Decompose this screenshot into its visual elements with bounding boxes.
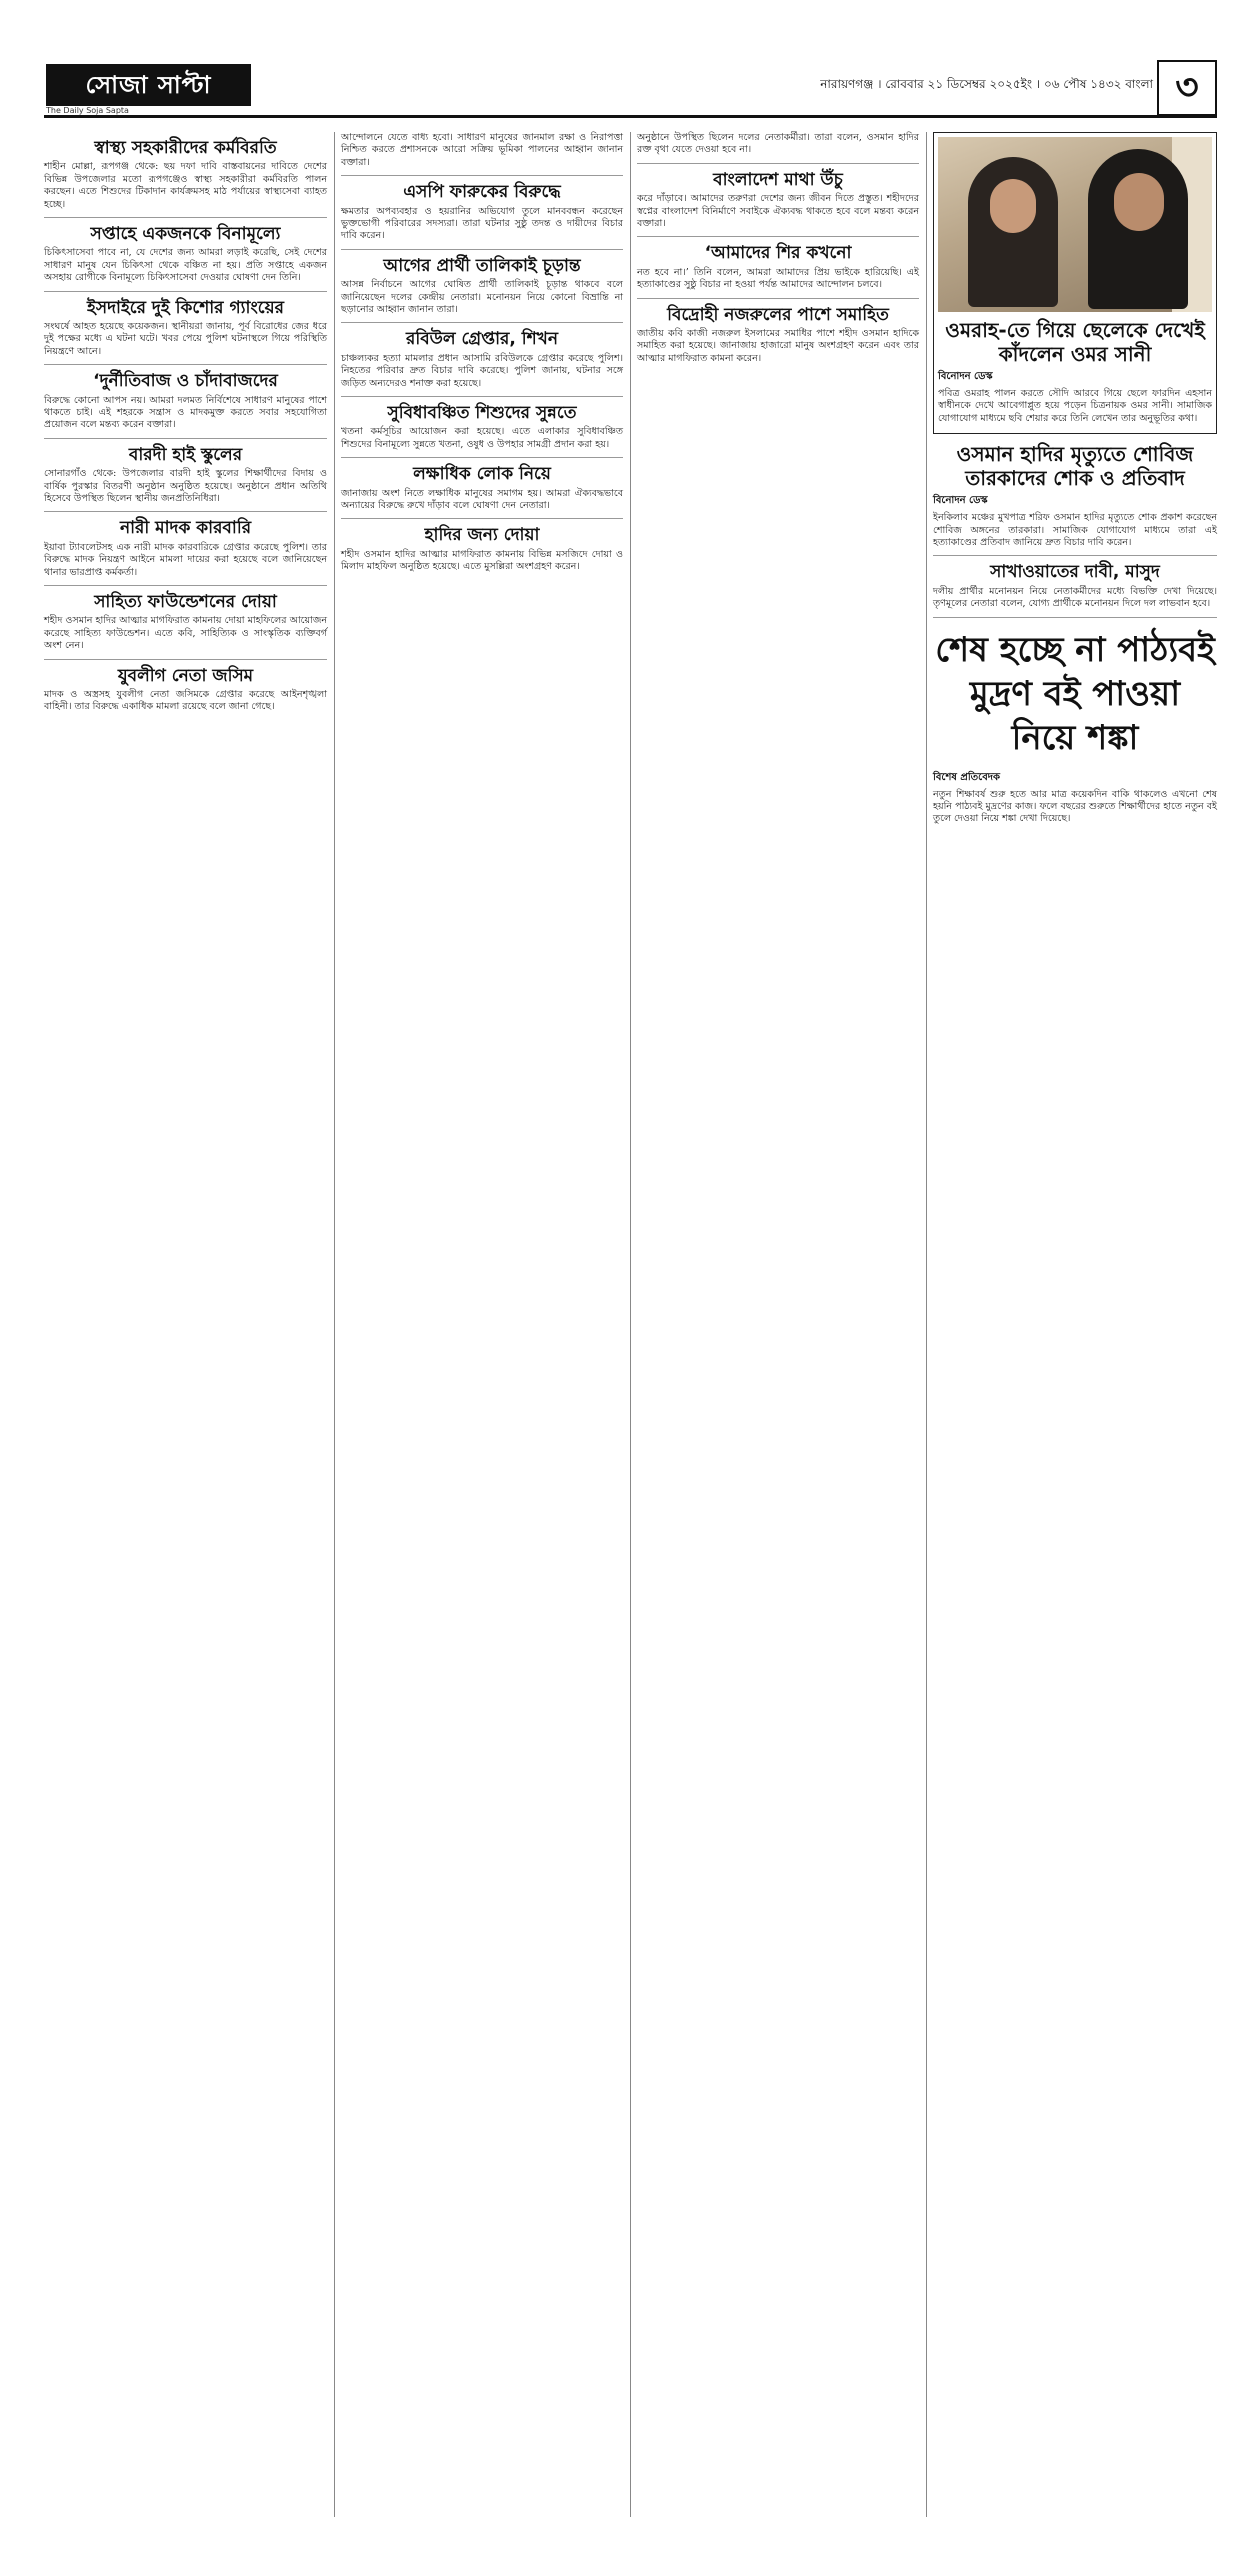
- article: [44, 666, 327, 714]
- headline: স্বাস্থ্য সহকারীদের কর্মবিরতি: [94, 138, 277, 158]
- byline: বিশেষ প্রতিবেদক: [933, 771, 1001, 783]
- logo-subtitle: The Daily Soja Sapta: [46, 106, 129, 115]
- article: [44, 138, 327, 211]
- article-body: চিকিৎসাসেবা পাবে না, যে দেশের জন্য আমরা লড়াই করেছি, সেই দেশের সাধারণ মানুষ যেন চিকিৎসা থেকে বঞ্চিত না হয়। প্রতি সপ্তাহে একজন অসহায় রোগীকে বিনামূল্যে চিকিৎসাসেবা দেওয়ার ঘোষণা দেন তিনি।: [44, 247, 327, 284]
- headline: বিদ্রোহী নজরুলের পাশে সমাহিত: [667, 304, 889, 325]
- article: [341, 329, 623, 390]
- article-body: নত হবে না।’ তিনি বলেন, আমরা আমাদের প্রিয় ভাইকে হারিয়েছি। এই হত্যাকাণ্ডের সুষ্ঠু বিচার না হওয়া পর্যন্ত আমাদের আন্দোলন চলবে।: [637, 266, 919, 291]
- headline: সাখাওয়াতের দাবী, মাসুদ: [990, 562, 1160, 583]
- column-divider: [630, 132, 631, 2517]
- headline: বারদী হাই স্কুলের: [128, 444, 243, 465]
- headline: ‘আমাদের শির কখনো: [704, 243, 852, 264]
- column-divider: [926, 132, 927, 2517]
- page-number: ৩: [1157, 60, 1217, 116]
- article: [933, 628, 1217, 826]
- column-3: [637, 132, 919, 369]
- article-body: করে দাঁড়াবে। আমাদের তরুণরা দেশের জন্য জীবন দিতে প্রস্তুত। শহীদদের স্বপ্নের বাংলাদেশ বিনির্মাণে সবাইকে ঐক্যবদ্ধ থাকতে হবে বলে মন্তব্য করেন বক্তারা।: [637, 193, 919, 230]
- newspaper-page: [44, 60, 1217, 2530]
- headline: আগের প্রার্থী তালিকাই চূড়ান্ত: [383, 255, 581, 276]
- headline: ইসদাইরে দুই কিশোর গ্যাংয়ের: [87, 297, 284, 318]
- article: [44, 592, 327, 653]
- article: [44, 445, 327, 506]
- column-1: [44, 132, 327, 718]
- article: [637, 170, 919, 231]
- newspaper-logo[interactable]: সোজা সাপ্টা: [46, 64, 251, 106]
- person-face: [1114, 173, 1164, 231]
- headline: শেষ হচ্ছে না পাঠ্যবই মুদ্রণ বই পাওয়া নিয়ে শঙ্কা: [935, 629, 1215, 758]
- article: [933, 562, 1217, 610]
- article: [44, 298, 327, 359]
- article-body: নতুন শিক্ষাবর্ষ শুরু হতে আর মাত্র কয়েকদিন বাকি থাকলেও এখনো শেষ হয়নি পাঠ্যবই মুদ্রণের কাজ। ফলে বছরের শুরুতে শিক্ষার্থীদের হাতে নতুন বই তুলে দেওয়া নিয়ে শঙ্কা দেখা দিয়েছে।: [933, 788, 1217, 825]
- headline: এসপি ফারুকের বিরুদ্ধে: [403, 182, 561, 203]
- article-body: মাদক ও অস্ত্রসহ যুবলীগ নেতা জসিমকে গ্রেপ্তার করেছে আইনশৃঙ্খলা বাহিনী। তার বিরুদ্ধে একাধিক মামলা রয়েছে বলে জানা গেছে।: [44, 689, 327, 713]
- headline: নারী মাদক কারবারি: [119, 518, 252, 539]
- article-body: ক্ষমতার অপব্যবহার ও হয়রানির অভিযোগ তুলে মানববন্ধন করেছেন ভুক্তভোগী পরিবারের সদস্যরা। তারা ঘটনার সুষ্ঠু তদন্ত ও দায়ীদের বিচার দাবি করেন।: [341, 205, 623, 242]
- article-body: সোনারগাঁও থেকে: উপজেলার বারদী হাই স্কুলের শিক্ষার্থীদের বিদায় ও বার্ষিক পুরস্কার বিতরণী অনুষ্ঠান অনুষ্ঠিত হয়েছে। অনুষ্ঠানে প্রধান অতিথি হিসেবে উপস্থিত ছিলেন স্থানীয় জনপ্রতিনিধিরা।: [44, 468, 327, 505]
- article-body: শহীদ ওসমান হাদির আত্মার মাগফিরাত কামনায় বিভিন্ন মসজিদে দোয়া ও মিলাদ মাহফিল অনুষ্ঠিত হয়েছে। এতে মুসল্লিরা অংশগ্রহণ করেন।: [341, 548, 623, 573]
- headline: যুবলীগ নেতা জসিম: [117, 665, 254, 686]
- masthead: [44, 60, 1217, 118]
- article-body: চাঞ্চল্যকর হত্যা মামলার প্রধান আসামি রবিউলকে গ্রেপ্তার করেছে পুলিশ। নিহতের পরিবার দ্রুত বিচার দাবি করেছে। পুলিশ জানায়, ঘটনার সঙ্গে জড়িত অন্যদেরও শনাক্ত করা হয়েছে।: [341, 352, 623, 389]
- article: [933, 442, 1217, 549]
- article-body: সংঘর্ষে আহত হয়েছে কয়েকজন। স্থানীয়রা জানায়, পূর্ব বিরোধের জের ধরে দুই পক্ষের মধ্যে এ ঘটনা ঘটে। খবর পেয়ে পুলিশ ঘটনাস্থলে গিয়ে পরিস্থিতি নিয়ন্ত্রণে আনে।: [44, 321, 327, 357]
- article: [341, 182, 623, 243]
- headline: লক্ষাধিক লোক নিয়ে: [413, 464, 551, 485]
- article-body: পবিত্র ওমরাহ পালন করতে সৌদি আরবে গিয়ে ছেলে ফারদিন এহসান স্বাধীনকে দেখে আবেগাপ্লুত হয়ে পড়েন চিত্রনায়ক ওমর সানী। সামাজিক যোগাযোগ মাধ্যমে ছবি শেয়ার করে তিনি লেখেন তার অনুভূতির কথা।: [938, 388, 1212, 424]
- column-4: [933, 132, 1217, 830]
- article: [341, 256, 623, 317]
- article: [341, 525, 623, 573]
- article-body: শহীদ ওসমান হাদির আত্মার মাগফিরাত কামনায় দোয়া মাহফিলের আয়োজন করেছে সাহিত্য ফাউন্ডেশন। এতে কবি, সাহিত্যিক ও সাংস্কৃতিক ব্যক্তিবর্গ অংশ নেন।: [44, 615, 327, 652]
- headline: ওসমান হাদির মৃত্যুতে শোবিজ তারকাদের শোক ও প্রতিবাদ: [956, 442, 1194, 491]
- headline: সাহিত্য ফাউন্ডেশনের দোয়া: [94, 592, 277, 613]
- article: [341, 464, 623, 512]
- article: [637, 305, 919, 366]
- article: [44, 224, 327, 285]
- headline: রবিউল গ্রেপ্তার, শিখন: [406, 329, 558, 350]
- headline: ‘দুর্নীতিবাজ ও চাঁদাবাজদের: [93, 371, 278, 392]
- article-body: আন্দোলনে যেতে বাধ্য হবো। সাধারণ মানুষের জানমাল রক্ষা ও নিরাপত্তা নিশ্চিত করতে প্রশাসনকে আরো সক্রিয় ভূমিকা পালনের আহ্বান জানান বক্তারা।: [341, 132, 623, 168]
- article: [44, 518, 327, 579]
- article: [637, 132, 919, 157]
- byline: বিনোদন ডেস্ক: [938, 371, 993, 382]
- article-body: ইনকিলাব মঞ্চের মুখপাত্র শরিফ ওসমান হাদির মৃত্যুতে শোক প্রকাশ করেছেন শোবিজ অঙ্গনের তারকারা। সামাজিক যোগাযোগ মাধ্যমে তারা এই হত্যাকাণ্ডের প্রতিবাদ জানিয়ে দ্রুত বিচার দাবি করেন।: [933, 512, 1217, 549]
- article-body: অনুষ্ঠানে উপস্থিত ছিলেন দলের নেতাকর্মীরা। তারা বলেন, ওসমান হাদির রক্ত বৃথা যেতে দেওয়া হবে না।: [637, 132, 919, 156]
- column-2: [341, 132, 623, 578]
- headline: ওমরাহ-তে গিয়ে ছেলেকে দেখেই কাঁদলেন ওমর সানী: [945, 318, 1205, 366]
- article-body: আসন্ন নির্বাচনে আগের ঘোষিত প্রার্থী তালিকাই চূড়ান্ত থাকবে বলে জানিয়েছেন দলের কেন্দ্রীয় নেতারা। মনোনয়ন নিয়ে কোনো বিভ্রান্তি না ছড়ানোর আহ্বান জানান তারা।: [341, 279, 623, 316]
- headline: হাদির জন্য দোয়া: [424, 525, 540, 546]
- article-body: জানাজায় অংশ নিতে লক্ষাধিক মানুষের সমাগম হয়। আমরা ঐক্যবদ্ধভাবে অন্যায়ের বিরুদ্ধে রুখে দাঁড়াব বলে ঘোষণা দেন নেতারা।: [341, 487, 623, 512]
- article-body: খতনা কর্মসূচির আয়োজন করা হয়েছে। এতে এলাকার সুবিধাবঞ্চিত শিশুদের বিনামূল্যে সুন্নতে খতনা, ওষুধ ও উপহার সামগ্রী প্রদান করা হয়।: [341, 426, 623, 450]
- feature-box: [933, 132, 1217, 434]
- article: [44, 371, 327, 432]
- article: [637, 243, 919, 291]
- dateline: নারায়ণগঞ্জ । রোববার ২১ ডিসেম্বর ২০২৫ইং । ০৬ পৌষ ১৪৩২ বাংলা: [820, 77, 1153, 91]
- article-body: বিরুদ্ধে কোনো আপস নয়। আমরা দলমত নির্বিশেষে সাধারণ মানুষের পাশে থাকতে চাই। এই শহরকে সন্ত্রাস ও মাদকমুক্ত করতে সবার সহযোগিতা প্রয়োজন বলে মন্তব্য করেন বক্তারা।: [44, 394, 327, 431]
- column-divider: [334, 132, 335, 2517]
- article: [341, 132, 623, 169]
- headline: সুবিধাবঞ্চিত শিশুদের সুন্নতে: [387, 403, 577, 424]
- article-body: শাহীন মোল্লা, রূপগঞ্জ থেকে: ছয় দফা দাবি বাস্তবায়নের দাবিতে দেশের বিভিন্ন উপজেলার মতো রূপগঞ্জেও স্বাস্থ্য সহকারীরা কর্মবিরতি পালন করছেন। এতে শিশুদের টিকাদান কার্যক্রমসহ মাঠ পর্যায়ের স্বাস্থ্যসেবা ব্যাহত হচ্ছে।: [44, 161, 327, 210]
- news-photo[interactable]: [938, 137, 1212, 312]
- article-body: ইয়াবা ট্যাবলেটসহ এক নারী মাদক কারবারিকে গ্রেপ্তার করেছে পুলিশ। তার বিরুদ্ধে মাদক নিয়ন্ত্রণ আইনে মামলা দায়ের করা হয়েছে বলে জানিয়েছেন থানার ভারপ্রাপ্ত কর্মকর্তা।: [44, 541, 327, 578]
- article-body: জাতীয় কবি কাজী নজরুল ইসলামের সমাধির পাশে শহীদ ওসমান হাদিকে সমাহিত করা হয়েছে। জানাজায় হাজারো মানুষ অংশগ্রহণ করেন এবং তার আত্মার মাগফিরাত কামনা করেন।: [637, 328, 919, 364]
- article: [341, 403, 623, 451]
- person-face: [990, 179, 1036, 233]
- article-body: দলীয় প্রার্থীর মনোনয়ন নিয়ে নেতাকর্মীদের মধ্যে বিভক্তি দেখা দিয়েছে। তৃণমূলের নেতারা বলেন, যোগ্য প্রার্থীকে মনোনয়ন দিলে দল লাভবান হবে।: [933, 585, 1217, 610]
- byline: বিনোদন ডেস্ক: [933, 495, 988, 507]
- headline: বাংলাদেশ মাথা উঁচু: [713, 169, 843, 190]
- headline: সপ্তাহে একজনকে বিনামূল্যে: [90, 224, 281, 245]
